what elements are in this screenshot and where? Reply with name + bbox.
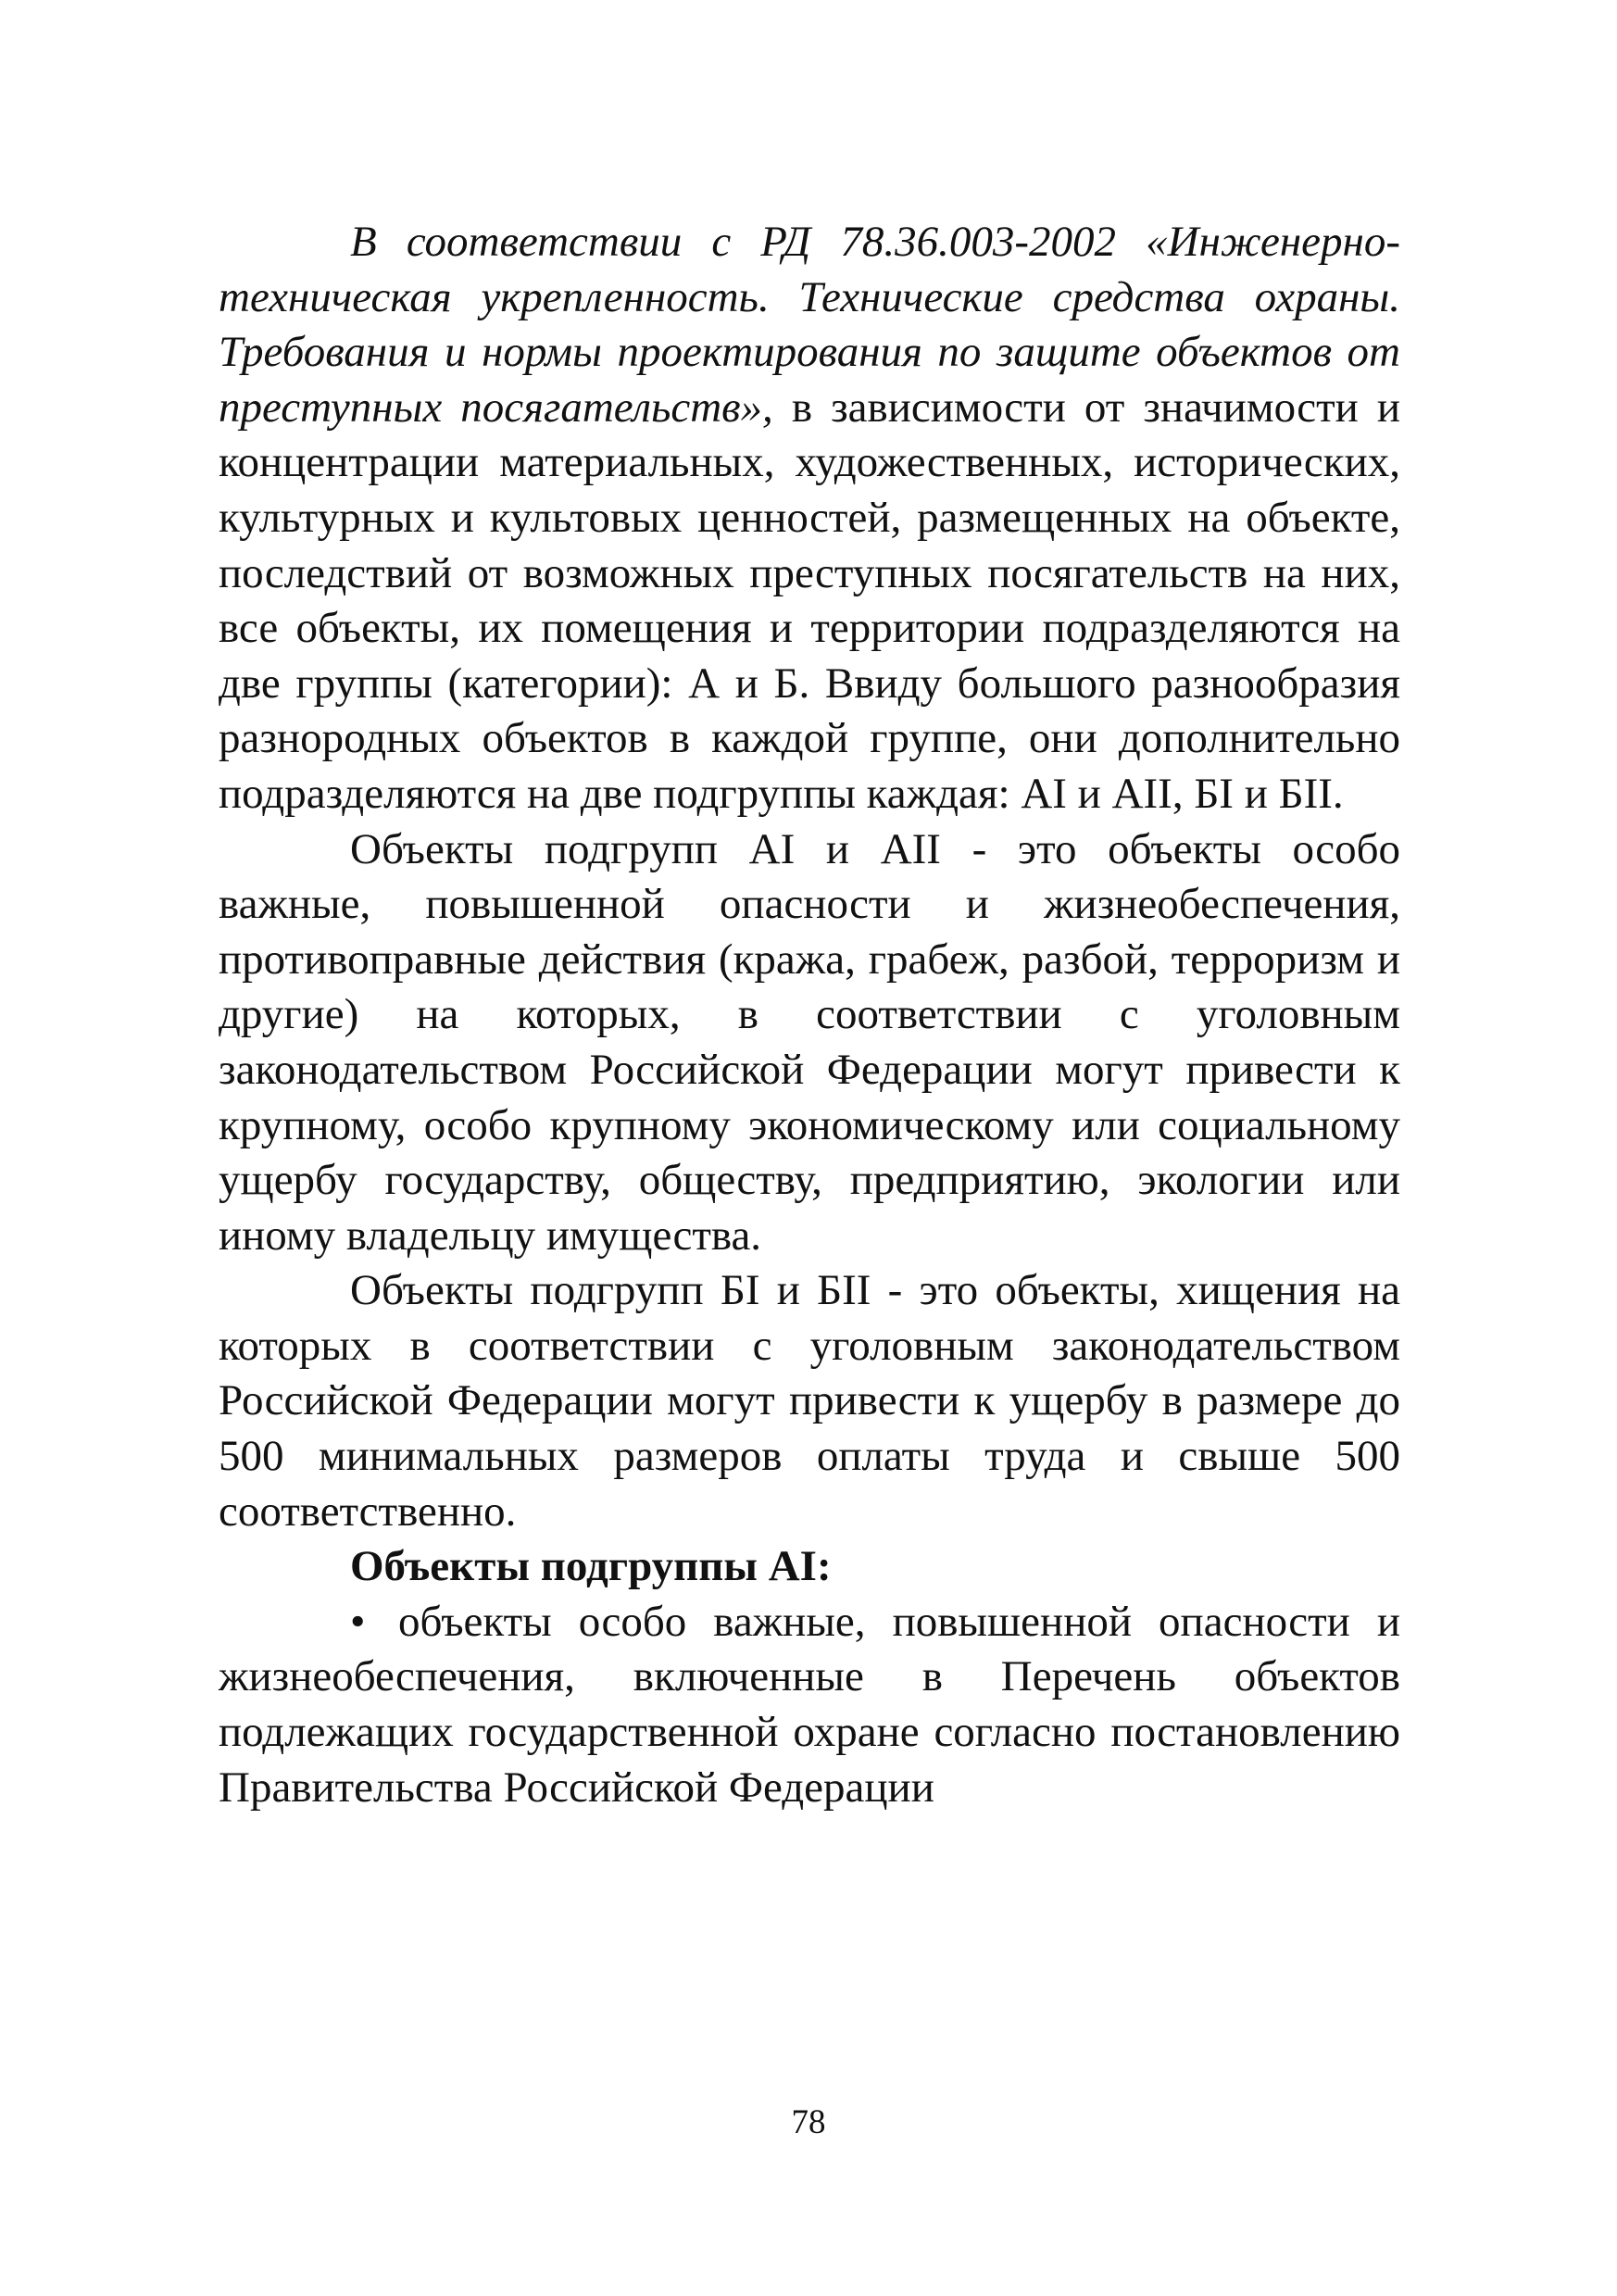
section-heading: Объекты подгруппы АI: (350, 1542, 832, 1591)
paragraph-rd-reference (219, 215, 1400, 822)
list-item (219, 1595, 1400, 1815)
page-body (219, 215, 1400, 1815)
paragraph-rd-reference-text: в зависимости от значимости и концентрации материальных, художественных, исторических, культурных и культовых ценностей, размещенных на объекте, последствий от возможных преступных посягательств на них, все объекты, их помещения и территории подразделяются на две группы (категории): А и Б. Ввиду большого разнообразия разнородных объектов в каждой группе, они дополнительно подразделяются на две подгруппы каждая: АI и АII, БI и БII. (219, 383, 1401, 818)
bullet-icon: • (350, 1597, 366, 1646)
list-item-text: объекты особо важные, повышенной опасности и жизнеобеспечения, включенные в Перечень объектов подлежащих государственной охране согласно постановлению Правительства Российской Федерации (219, 1597, 1400, 1812)
page-number: 78 (791, 2103, 826, 2141)
rd-citation: В соответствии с РД 78.36.003-2002 «Инженерно-техническая укрепленность. Технические средства охраны. Требования и нормы проектирования по защите объектов от преступных посягательств», (219, 218, 1400, 432)
paragraph-groups-a: Объекты подгрупп АI и АII - это объекты особо важные, повышенной опасности и жизнеобеспечения, противоправные действия (кража, грабеж, разбой, терроризм и другие) на которых, в соответствии с уголовным законодательством Российской Федерации могут привести к крупному, особо крупному экономическому или социальному ущербу государству, обществу, предприятию, экологии или иному владельцу имущества. (219, 824, 1400, 1260)
paragraph-groups-b: Объекты подгрупп БI и БII - это объекты, хищения на которых в соответствии с уголовным законодательством Российской Федерации могут привести к ущербу в размере до 500 минимальных размеров оплаты труда и свыше 500 соответственно. (219, 1266, 1400, 1536)
